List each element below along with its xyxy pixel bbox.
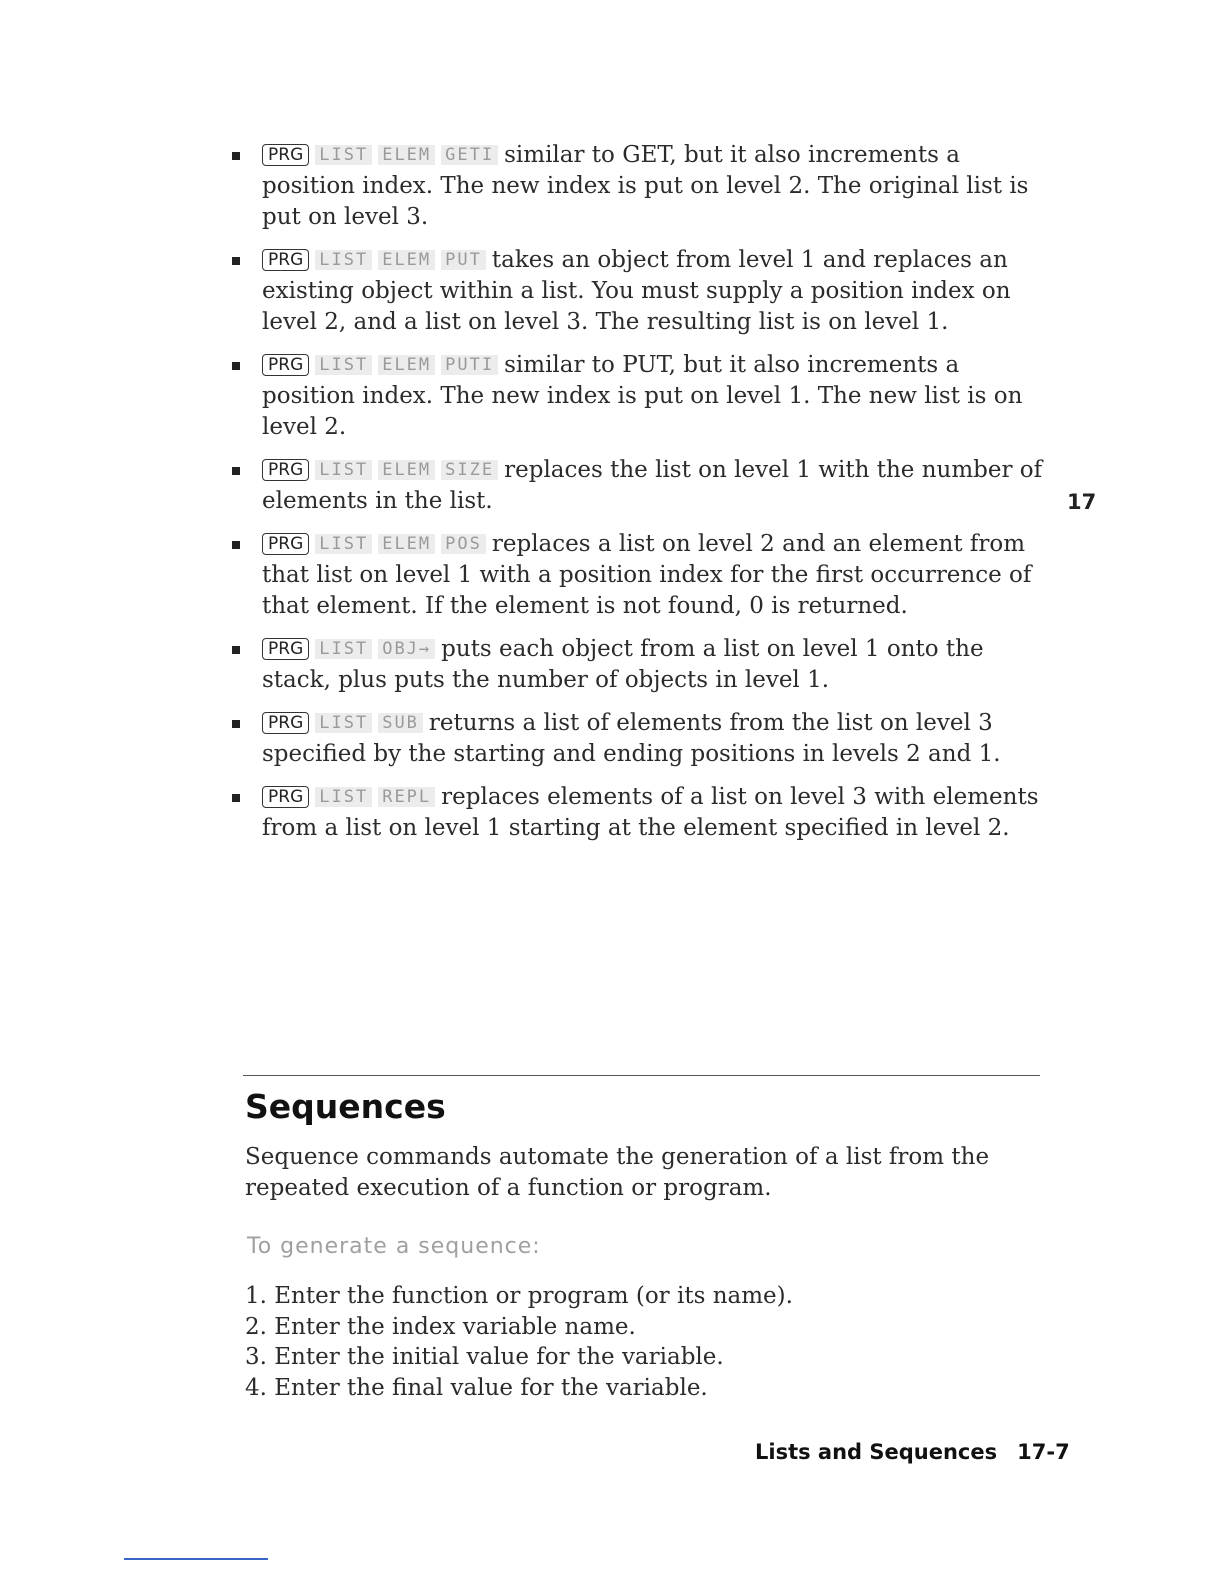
page-number: 17-7 — [1017, 1440, 1070, 1464]
menu-label-obj: OBJ→ — [378, 639, 435, 659]
list-item — [230, 782, 1050, 844]
bullet-square-icon — [232, 646, 240, 654]
menu-label-list: LIST — [315, 639, 372, 659]
menu-label-list: LIST — [315, 787, 372, 807]
list-item — [230, 350, 1050, 443]
menu-label-sub: SUB — [378, 713, 423, 733]
menu-label-elem: ELEM — [378, 145, 435, 165]
bullet-square-icon — [232, 541, 240, 549]
task-heading: To generate a sequence: — [247, 1234, 541, 1259]
footer-chapter-title: Lists and Sequences — [755, 1440, 998, 1464]
menu-label-elem: ELEM — [378, 534, 435, 554]
step-item: 4. Enter the final value for the variable. — [245, 1374, 708, 1401]
list-item — [230, 245, 1050, 338]
bottom-edge-line — [124, 1558, 268, 1560]
step-item: 3. Enter the initial value for the variable. — [245, 1344, 724, 1370]
bullet-text: returns a list of elements from the list on level 3 specified by the starting and ending positions in levels 2 and 1. — [262, 710, 1001, 767]
bullet-text: similar to PUT, but it also increments a position index. The new index is put on level 1. The new list is on level 2. — [262, 352, 1023, 440]
bullet-square-icon — [232, 467, 240, 475]
menu-label-list: LIST — [315, 460, 372, 480]
list-item — [230, 634, 1050, 696]
list-item — [230, 529, 1050, 622]
page-footer — [755, 1440, 1070, 1464]
bullet-square-icon — [232, 152, 240, 160]
menu-label-pos: POS — [441, 534, 486, 554]
menu-label-elem: ELEM — [378, 250, 435, 270]
section-title: Sequences — [245, 1087, 446, 1126]
step-item: 2. Enter the index variable name. — [245, 1313, 636, 1340]
menu-label-list: LIST — [315, 534, 372, 554]
list-item — [230, 708, 1050, 770]
menu-label-elem: ELEM — [378, 355, 435, 375]
bullet-square-icon — [232, 362, 240, 370]
list-item — [230, 140, 1050, 233]
menu-label-put: PUT — [441, 250, 486, 270]
prg-key: PRG — [262, 144, 309, 166]
prg-key: PRG — [262, 786, 309, 808]
prg-key: PRG — [262, 354, 309, 376]
section-intro: Sequence commands automate the generation of a list from the repeated execution of a function or program. — [245, 1144, 990, 1201]
bullet-text: similar to GET, but it also increments a position index. The new index is put on level 2. The original list is put on level 3. — [262, 142, 1029, 230]
prg-key: PRG — [262, 459, 309, 481]
menu-label-elem: ELEM — [378, 460, 435, 480]
menu-label-size: SIZE — [441, 460, 498, 480]
list-item — [230, 455, 1050, 517]
chapter-tab: 17 — [1067, 490, 1097, 514]
prg-key: PRG — [262, 638, 309, 660]
command-list — [230, 140, 1050, 856]
bullet-square-icon — [232, 720, 240, 728]
step-list — [245, 1281, 793, 1403]
menu-label-list: LIST — [315, 713, 372, 733]
bullet-text: replaces elements of a list on level 3 with elements from a list on level 1 starting at the element specified in level 2. — [262, 784, 1039, 841]
bullet-text: takes an object from level 1 and replaces an existing object within a list. You must supply a position index on level 2, and a list on level 3. The resulting list is on level 1. — [262, 247, 1011, 335]
bullet-text: replaces a list on level 2 and an element from that list on level 1 with a position index for the first occurrence of that element. If the element is not found, 0 is returned. — [262, 531, 1032, 619]
bullet-square-icon — [232, 257, 240, 265]
menu-label-list: LIST — [315, 250, 372, 270]
bullet-text: puts each object from a list on level 1 onto the stack, plus puts the number of objects in level 1. — [262, 636, 984, 693]
bullet-square-icon — [232, 794, 240, 802]
section-divider — [243, 1075, 1040, 1076]
prg-key: PRG — [262, 712, 309, 734]
prg-key: PRG — [262, 249, 309, 271]
menu-label-puti: PUTI — [441, 355, 498, 375]
menu-label-geti: GETI — [441, 145, 498, 165]
prg-key: PRG — [262, 533, 309, 555]
menu-label-list: LIST — [315, 355, 372, 375]
step-item: 1. Enter the function or program (or its name). — [245, 1283, 793, 1309]
menu-label-repl: REPL — [378, 787, 435, 807]
bullet-text: replaces the list on level 1 with the number of elements in the list. — [262, 457, 1043, 514]
menu-label-list: LIST — [315, 145, 372, 165]
